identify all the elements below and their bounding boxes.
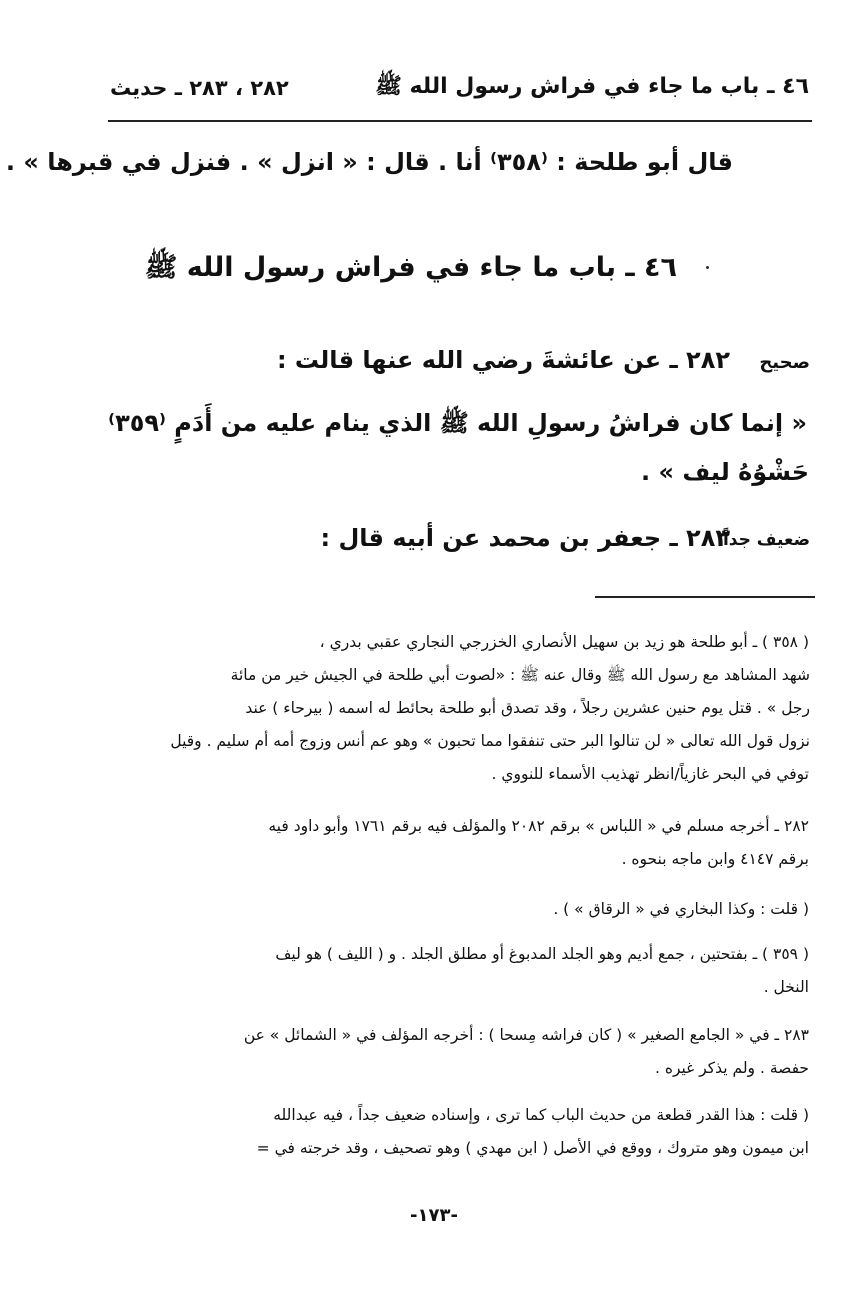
hadith-282-intro: ٢٨٢ ـ عن عائشةَ رضي الله عنها قالت : bbox=[276, 346, 730, 374]
footnote-358-line: ( ٣٥٨ ) ـ أبو طلحة هو زيد بن سهيل الأنصاري الخزرجي النجاري عقبي بدري ، bbox=[319, 633, 809, 651]
header-rule bbox=[108, 120, 812, 122]
footnote-283-line: ٢٨٣ ـ في « الجامع الصغير » ( كان فراشه مِسحا ) : أخرجه المؤلف في « الشمائل » عن bbox=[243, 1026, 809, 1044]
hadith-283-intro: ٢٨٣ ـ جعفر بن محمد عن أبيه قال : bbox=[320, 524, 730, 552]
footnote-282-line: برقم ٤١٤٧ وابن ماجه بنحوه . bbox=[621, 850, 809, 868]
footnote-283-note-line: ابن ميمون وهو متروك ، ووقع في الأصل ( ابن مهدي ) وهو تصحيف ، وقد خرجته في = bbox=[256, 1139, 809, 1157]
chapter-heading: ٤٦ ـ باب ما جاء في فراش رسول الله ﷺ bbox=[144, 252, 677, 283]
hadith-282-text-line-1: « إنما كان فراشُ رسولِ الله ﷺ الذي ينام عليه من أَدَمٍ ⁽٣٥٩⁾ bbox=[108, 409, 807, 437]
footnote-rule bbox=[595, 596, 815, 598]
body-line-1: قال أبو طلحة : ⁽٣٥٨⁾ أنا . قال : « انزل » . فنزل في قبرها » . bbox=[5, 148, 733, 176]
footnote-358-line: شهد المشاهد مع رسول الله ﷺ وقال عنه ﷺ : «لصوت أبي طلحة في الجيش خير من مائة bbox=[230, 666, 810, 684]
footnote-358-line: نزول قول الله تعالى « لن تنالوا البر حتى تنفقوا مما تحبون » وهو عم أنس وزوج أمه أم سليم . وقيل bbox=[170, 732, 810, 750]
footnote-283-note-line: ( قلت : هذا القدر قطعة من حديث الباب كما ترى ، وإسناده ضعيف جداً ، فيه عبدالله bbox=[273, 1106, 809, 1124]
hadith-282-grade: صحيح bbox=[759, 352, 810, 373]
footnote-358-line: توفي في البحر غازياً/انظر تهذيب الأسماء للنووي . bbox=[491, 765, 809, 783]
running-header-title: ٤٦ ـ باب ما جاء في فراش رسول الله ﷺ bbox=[375, 74, 809, 99]
footnote-282-note: ( قلت : وكذا البخاري في « الرقاق » ) . bbox=[553, 900, 809, 918]
hadith-283-grade: ضعيف جداً bbox=[722, 530, 810, 550]
footnote-282-line: ٢٨٢ ـ أخرجه مسلم في « اللباس » برقم ٢٠٨٢ والمؤلف فيه برقم ١٧٦١ وأبو داود فيه bbox=[268, 817, 809, 835]
footnote-359-line: ( ٣٥٩ ) ـ بفتحتين ، جمع أديم وهو الجلد المدبوغ أو مطلق الجلد . و ( الليف ) هو ليف bbox=[275, 945, 809, 963]
footnote-283-line: حفصة . ولم يذكر غيره . bbox=[654, 1059, 809, 1077]
page-number: -١٧٣- bbox=[410, 1205, 458, 1226]
footnote-359-line: النخل . bbox=[763, 978, 809, 996]
hadith-282-text-line-2: حَشْوُهُ ليف » . bbox=[640, 458, 809, 486]
footnote-358-line: رجل » . قتل يوم حنين عشرين رجلاً ، وقد تصدق أبو طلحة بحائط له اسمه ( بيرحاء ) عند bbox=[245, 699, 810, 717]
stray-dot bbox=[706, 266, 709, 269]
running-header-hadith-numbers: ٢٨٢ ، ٢٨٣ ـ حديث bbox=[110, 76, 289, 100]
